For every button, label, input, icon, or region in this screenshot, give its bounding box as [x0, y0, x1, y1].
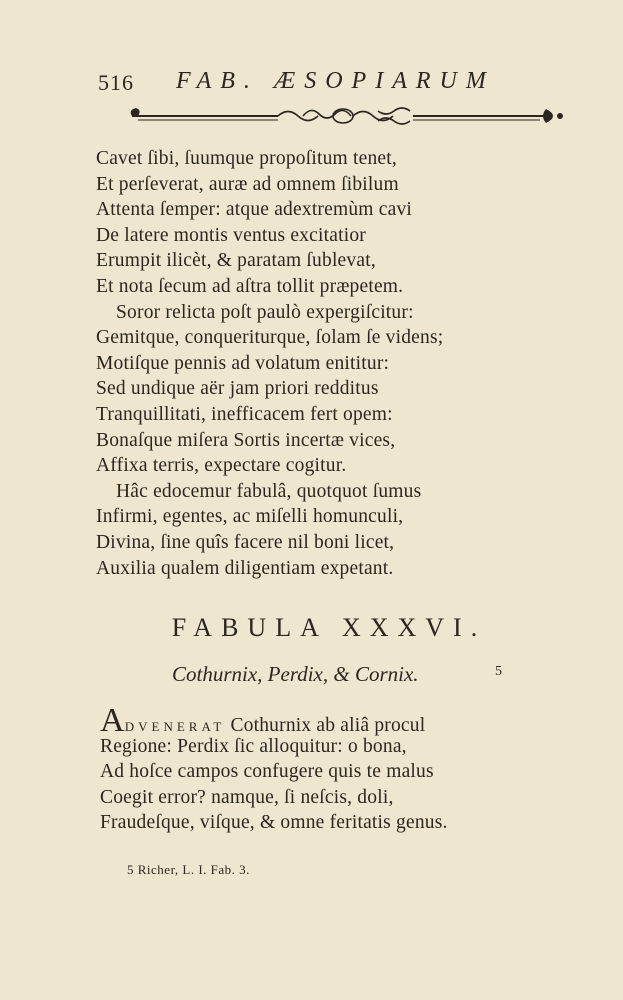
footnote-marker: 5 [495, 664, 502, 679]
fable-line: Coegit error? namque, ſi neſcis, doli, [100, 786, 394, 808]
poem-text [96, 146, 526, 581]
poem-line: Soror relicta poſt paulò expergiſcitur: [116, 301, 414, 323]
poem-line: Et nota ſecum ad aſtra tollit præpetem. [96, 275, 404, 297]
fable-line: Fraudeſque, viſque, & omne feritatis genus. [100, 812, 448, 834]
poem-line: Infirmi, egentes, ac miſelli homunculi, [96, 506, 404, 528]
first-word-smallcaps: DVENERAT [124, 719, 226, 734]
poem-line: Sed undique aër jam priori redditus [96, 378, 379, 400]
poem-line: Divina, ſine quîs facere nil boni licet, [96, 531, 395, 553]
running-head [98, 68, 527, 100]
fable-subtitle: Cothurnix, Perdix, & Cornix. [172, 662, 419, 686]
fable-line: Ad hoſce campos confugere quis te malus [100, 761, 434, 783]
poem-line: Tranquillitati, inefficacem fert opem: [96, 403, 393, 425]
poem-line: Cavet ſibi, ſuumque propoſitum tenet, [96, 148, 397, 169]
fable-text [100, 702, 530, 836]
fable-title: FABULA XXXVI. [171, 613, 487, 642]
running-title: FAB. ÆSOPIARUM [176, 68, 495, 94]
poem-line: De latere montis ventus excitatior [96, 224, 366, 246]
decorative-rule-ornament [128, 103, 568, 129]
footnote: 5 Richer, L. I. Fab. 3. [127, 862, 250, 877]
poem-line: Hâc edocemur fabulâ, quotquot ſumus [116, 480, 422, 502]
poem-line: Auxilia qualem diligentiam expetant. [96, 557, 394, 579]
poem-line: Bonaſque miſera Sortis incertæ vices, [96, 429, 396, 451]
poem-line: Erumpit ilicèt, & paratam ſublevat, [96, 250, 376, 272]
poem-line: Et perſeverat, auræ ad omnem ſibilum [96, 173, 399, 195]
first-line-text: Cothurnix ab aliâ procul [230, 715, 426, 736]
page-number: 516 [98, 70, 134, 95]
poem-line: Gemitque, conqueriturque, ſolam ſe videns; [96, 327, 444, 349]
fable-line: Regione: Perdix ſic alloquitur: o bona, [100, 735, 407, 757]
fable-first-line [100, 702, 530, 739]
poem-line: Attenta ſemper: atque adextremùm cavi [96, 199, 413, 221]
poem-line: Motiſque pennis ad volatum enititur: [96, 352, 390, 374]
drop-cap: A [100, 702, 125, 739]
poem-line: Affixa terris, expectare cogitur. [96, 455, 347, 477]
